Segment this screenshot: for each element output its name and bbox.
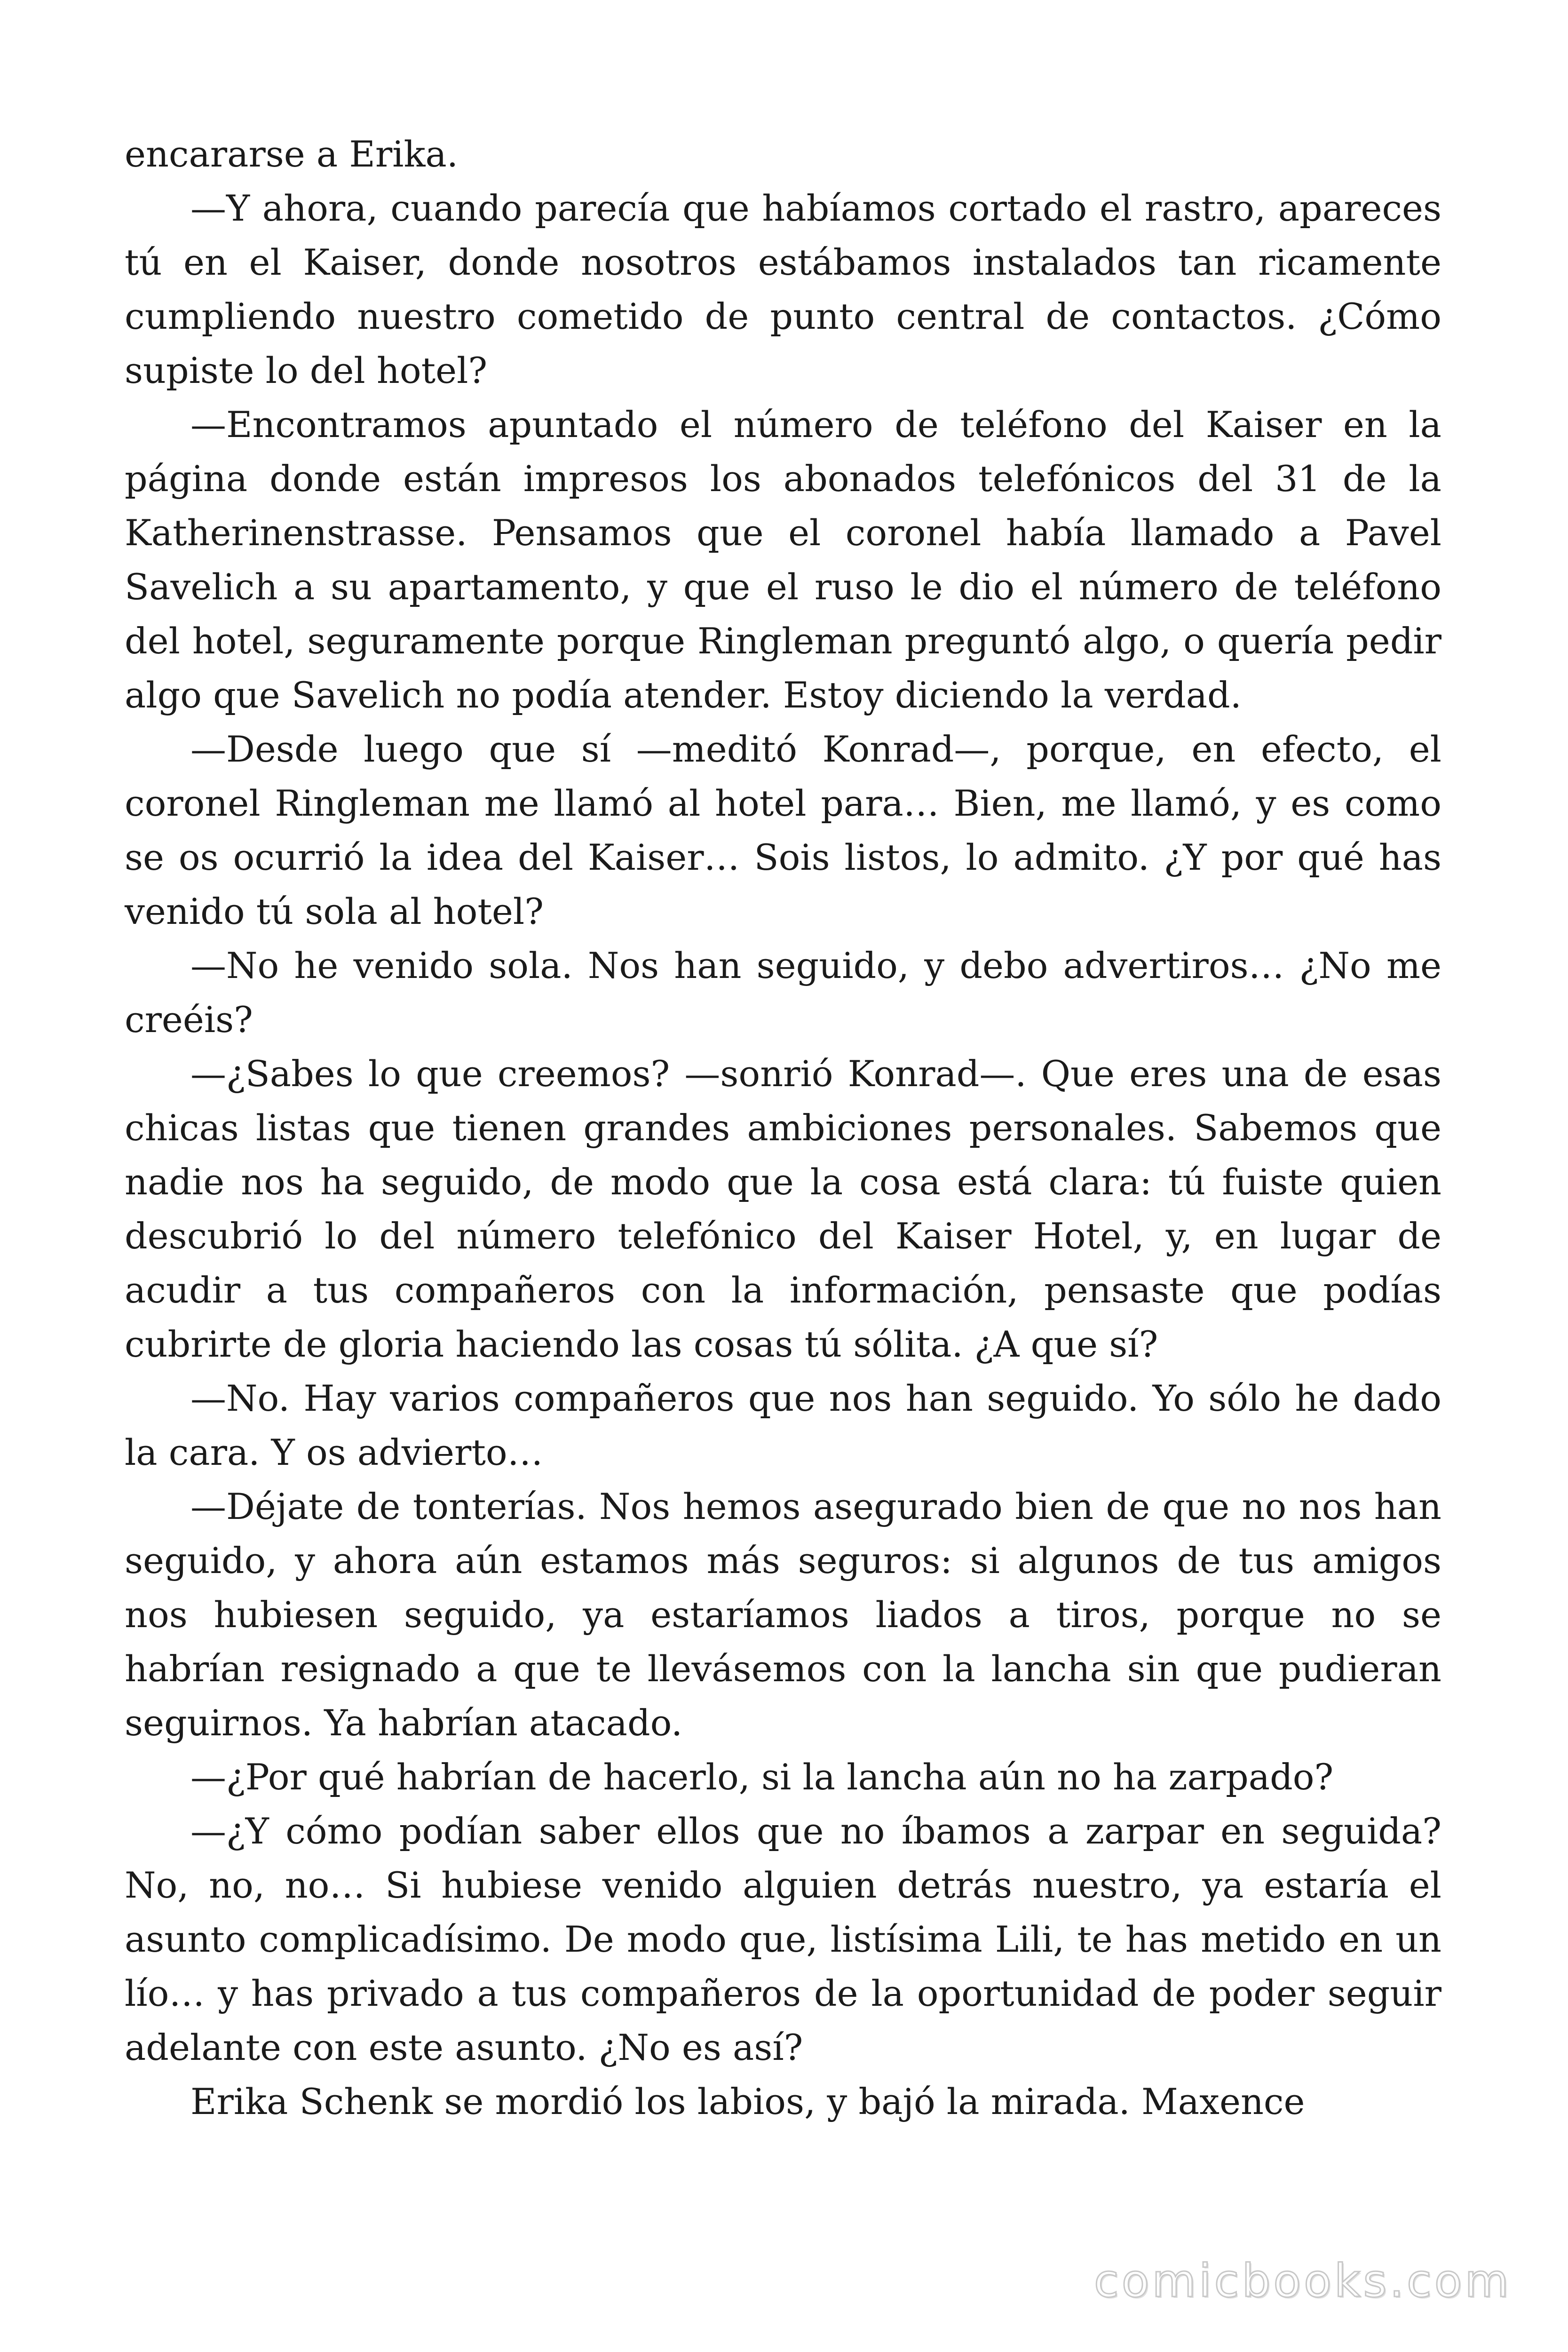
- paragraph: —¿Sabes lo que creemos? —sonrió Konrad—. Que eres una de esas chicas listas que tienen grandes ambiciones personales. Sabemos que nadie nos ha seguido, de modo que la cosa está clara: tú fuiste quien descubrió lo del número telefónico del Kaiser Hotel, y, en lugar de acudir a tus compañeros con la información, pensaste que podías cubrirte de gloria haciendo las cosas tú sólita. ¿A que sí?: [125, 1053, 1441, 1365]
- paragraph: —Y ahora, cuando parecía que habíamos cortado el rastro, apareces tú en el Kaiser, donde nosotros estábamos instalados tan ricamente cumpliendo nuestro cometido de punto central de contactos. ¿Cómo supiste lo del hotel?: [125, 187, 1441, 391]
- paragraph: —¿Por qué habrían de hacerlo, si la lancha aún no ha zarpado?: [190, 1756, 1334, 1798]
- paragraph: —No. Hay varios compañeros que nos han seguido. Yo sólo he dado la cara. Y os advierto…: [125, 1377, 1441, 1473]
- paragraph: —Desde luego que sí —meditó Konrad—, porque, en efecto, el coronel Ringleman me llamó al hotel para… Bien, me llamó, y es como se os ocurrió la idea del Kaiser… Sois listos, lo admito. ¿Y por qué has venido tú sola al hotel?: [125, 728, 1441, 932]
- paragraph: —No he venido sola. Nos han seguido, y debo advertiros… ¿No me creéis?: [125, 945, 1441, 1041]
- paragraph: Erika Schenk se mordió los labios, y bajó la mirada. Maxence: [190, 2081, 1305, 2122]
- paragraph: —Déjate de tonterías. Nos hemos asegurado bien de que no nos han seguido, y ahora aún estamos más seguros: si algunos de tus amigos nos hubiesen seguido, ya estaríamos liados a tiros, porque no se habrían resignado a que te llevásemos con la lancha sin que pudieran seguirnos. Ya habrían atacado.: [125, 1486, 1441, 1744]
- watermark-logo: comicbooks.com: [1093, 2255, 1512, 2307]
- paragraph: encararse a Erika.: [125, 133, 459, 175]
- paragraph: —Encontramos apuntado el número de teléfono del Kaiser en la página donde están impresos los abonados telefónicos del 31 de la Katherinenstrasse. Pensamos que el coronel había llamado a Pavel Savelich a su apartamento, y que el ruso le dio el número de teléfono del hotel, seguramente porque Ringleman preguntó algo, o quería pedir algo que Savelich no podía atender. Estoy diciendo la verdad.: [125, 404, 1441, 716]
- book-page: [125, 127, 1441, 2244]
- paragraph: —¿Y cómo podían saber ellos que no íbamos a zarpar en seguida? No, no, no… Si hubiese venido alguien detrás nuestro, ya estaría el asunto complicadísimo. De modo que, listísima Lili, te has metido en un lío… y has privado a tus compañeros de la oportunidad de poder seguir adelante con este asunto. ¿No es así?: [125, 1810, 1441, 2068]
